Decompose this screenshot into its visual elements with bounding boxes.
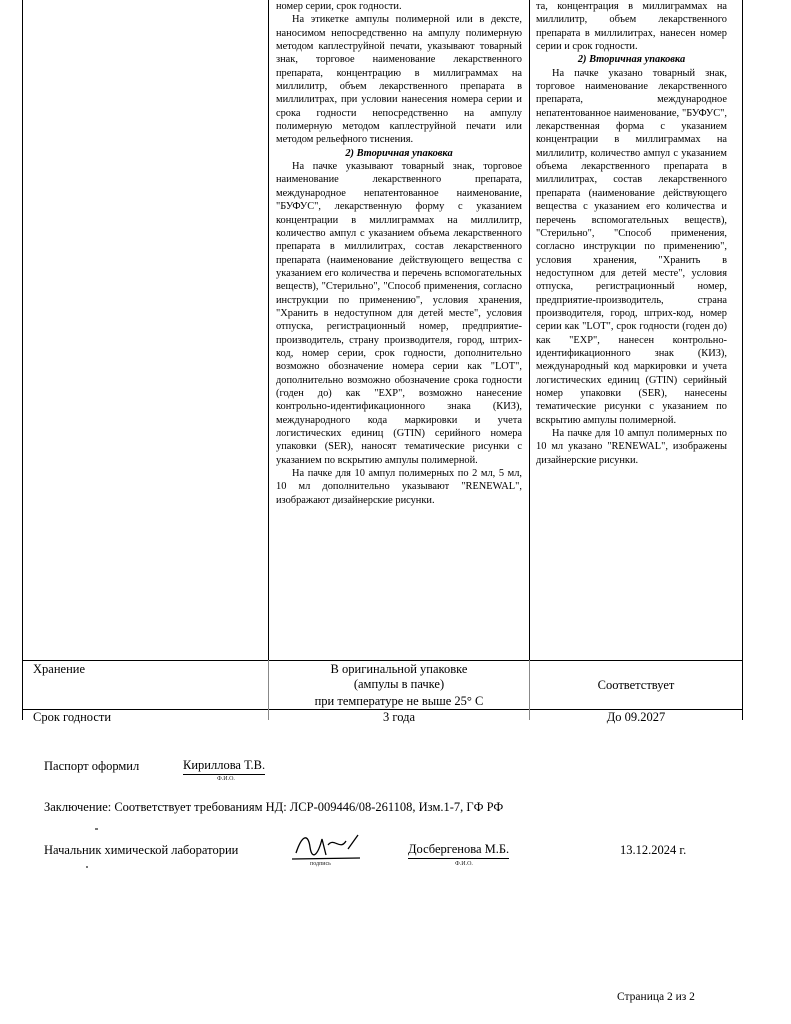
storage-requirement-line2: (ампулы в пачке): [353, 677, 445, 691]
table-divider-1: [268, 0, 269, 660]
row-separator-top: [22, 660, 743, 661]
handwritten-signature: [288, 825, 368, 865]
conclusion-text: Заключение: Соответствует требованиям НД: ЛСР-009446/08-261108, Изм.1-7, ГФ РФ: [44, 800, 504, 814]
paragraph: На пачке для 10 ампул полимерных по 2 мл, 5 мл, 10 мл дополнительно указывают "RENEWAL", изображают дизайнерские рисунки.: [276, 468, 522, 506]
shelf-life-requirement: 3 года: [383, 710, 415, 724]
paragraph: На пачке указано товарный знак, торговое наименование лекарственного препарата, международное непатентованное наименование, "БУФУС", лекарственная форма с указанием концентрации в миллиграммах на миллилитр, количество ампул с указанием объема лекарственного препарата в миллилитрах, состав лекарственного препарата (наименование действующего вещества с указанием его количества и перечень вспомогательных веществ), "Стерильно", "Способ применения, согласно инструкции по применению", условия хранения, "Хранить в недоступном для детей месте", условия отпуска, регистрационный номер, предприятие-производитель, страна производителя, город, штрих-код, номер серии как "LOT", срок годности (годен до) как "EXP", нанесен контрольно-идентификационного знак (КИЗ), международный код маркировки и учета логистических единиц (GTIN) серийный номер упаковки (SER), нанесены тематические рисунки с указанием по вскрытию ампулы полимерной.: [536, 67, 727, 426]
storage-requirement-line1: В оригинальной упаковке: [330, 662, 468, 676]
head-fio-caption: Ф.И.О.: [455, 861, 473, 867]
passport-fio-caption: Ф.И.О.: [217, 776, 235, 782]
paragraph: На пачке для 10 ампул полимерных по 10 мл указано "RENEWAL", изображены дизайнерские рисунки.: [536, 428, 727, 466]
report-date: 13.12.2024 г.: [620, 843, 687, 857]
paragraph: На пачке указывают товарный знак, торговое наименование лекарственного препарата, международное непатентованное наименование, "БУФУС", лекарственную форму с указанием концентрации в миллиграммах на миллилитр, количество ампул с указанием объема лекарственного препарата в миллилитрах, состав лекарственного препарата (наименование действующего вещества с указанием его количества и перечень вспомогательных веществ), "Стерильно", "Способ применения, согласно инструкции по применению", условия хранения, "Хранить в недоступном для детей месте", условия отпуска, регистрационный номер, предприятие-производитель, страну производителя, город, штрих-код, номер серии, срок годности, дополнительно возможно обозначение номера серии как "LOT", дополнительно возможно обозначение срока годности (годен до) как "EXP", возможно нанесение контрольно-идентификационного знака (КИЗ), международного кода маркировки и учета логистических единиц (GTIN) серийного номера упаковки (SER), наносят тематические рисунки с указанием по вскрытию ампулы полимерной.: [276, 161, 522, 466]
results-column: [536, 0, 727, 467]
signature-caption: подпись: [310, 861, 331, 867]
scan-speck: [95, 828, 98, 830]
head-label: Начальник химической лаборатории: [44, 843, 239, 857]
section-heading: 2) Вторичная упаковка: [577, 54, 686, 66]
passport-label: Паспорт оформил: [44, 759, 140, 773]
shelf-life-label: Срок годности: [33, 710, 112, 724]
row-divider-b: [529, 660, 530, 720]
passport-name: Кириллова Т.В.: [183, 758, 265, 775]
storage-label: Хранение: [33, 662, 85, 676]
table-border-left: [22, 0, 23, 720]
paragraph: та, концентрация в миллиграммах на миллилитр, объем лекарственного препарата в миллилитрах, нанесен номер серии и срок годности.: [536, 1, 727, 53]
scan-speck: [86, 866, 88, 868]
shelf-life-result: До 09.2027: [606, 710, 666, 724]
storage-result: Соответствует: [597, 678, 675, 692]
section-heading: 2) Вторичная упаковка: [345, 147, 453, 159]
table-border-right: [742, 0, 743, 720]
table-divider-2: [529, 0, 530, 660]
paragraph: На этикетке ампулы полимерной или в дексте, наносимом непосредственно на ампулу полимерную методом каплеструйной печати, указывают товарный знак, торговое наименование лекарственного препарата, концентрацию в миллиграммах на миллилитр, объем лекарственного препарата в миллилитрах, при условии нанесения номера серии и срока годности непосредственно на ампулу полимерную методом каплеструйной печати или методом рельефного тиснения.: [276, 14, 522, 146]
requirements-column: [276, 0, 522, 507]
page-number: Страница 2 из 2: [617, 991, 695, 1003]
paragraph: номер серии, срок годности.: [276, 1, 402, 12]
row-divider-a: [268, 660, 269, 720]
head-name: Досбергенова М.Б.: [408, 842, 509, 859]
storage-requirement-line3: при температуре не выше 25° С: [314, 694, 484, 708]
